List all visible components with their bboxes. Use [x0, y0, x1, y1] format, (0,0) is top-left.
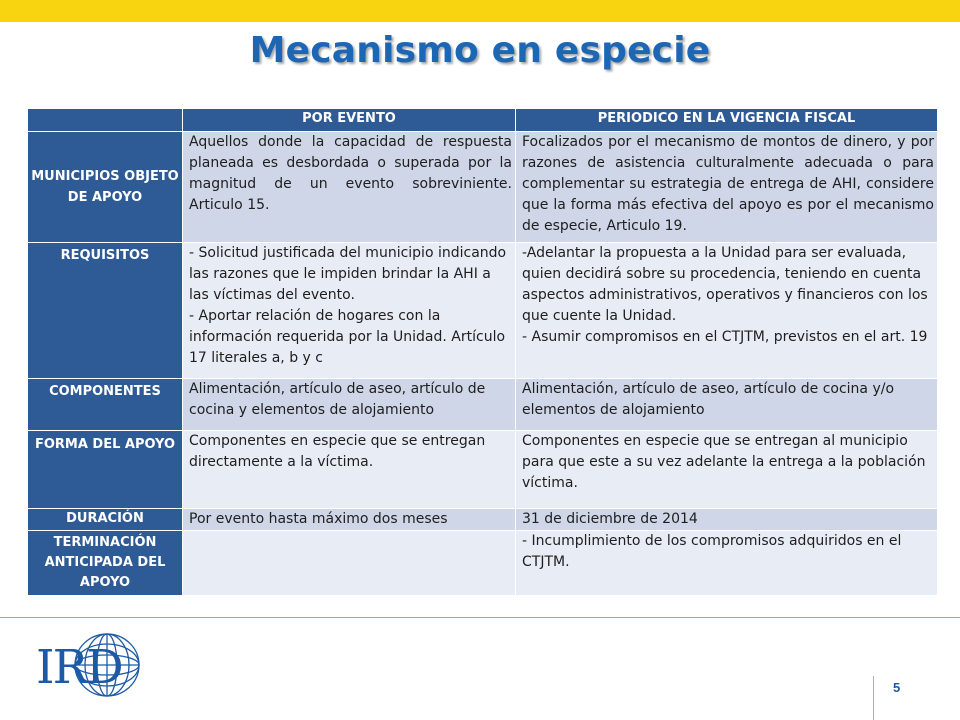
- requisito-item: - Asumir compromisos en el CTJTM, previstos en el art. 19: [522, 329, 928, 345]
- cell-forma-periodico: Componentes en especie que se entregan al municipio para que este a su vez adelante la entrega a la población víctima.: [516, 431, 938, 509]
- top-accent-bar: [0, 0, 960, 22]
- header-periodico: PERIODICO EN LA VIGENCIA FISCAL: [516, 109, 938, 132]
- table-row: [28, 132, 938, 243]
- row-label-requisitos: REQUISITOS: [28, 243, 183, 379]
- comparison-table: [27, 108, 938, 596]
- page-number: 5: [893, 680, 901, 695]
- row-label-forma-apoyo: FORMA DEL APOYO: [28, 431, 183, 509]
- table-row: [28, 509, 938, 531]
- cell-componentes-periodico: Alimentación, artículo de aseo, artículo de cocina y/o elementos de alojamiento: [516, 379, 938, 431]
- cell-forma-evento: Componentes en especie que se entregan directamente a la víctima.: [183, 431, 516, 509]
- cell-text: Aquellos donde la capacidad de respuesta planeada es desbordada o superada por la magnitud de un evento sobreviniente. Articulo 15.: [189, 134, 512, 213]
- cell-terminacion-evento: [183, 531, 516, 596]
- header-por-evento: POR EVENTO: [183, 109, 516, 132]
- requisito-item: -Adelantar la propuesta a la Unidad para ser evaluada, quien decidirá sobre su procedencia, teniendo en cuenta aspectos administrativos, operativos y financieros con los que cuente la Unidad.: [522, 245, 928, 324]
- row-label-duracion: DURACIÓN: [28, 509, 183, 531]
- cell-componentes-evento: Alimentación, artículo de aseo, artículo de cocina y elementos de alojamiento: [183, 379, 516, 431]
- table-row: [28, 431, 938, 509]
- cell-duracion-evento: Por evento hasta máximo dos meses: [183, 509, 516, 531]
- requisito-item: - Aportar relación de hogares con la información requerida por la Unidad. Artículo 17 literales a, b y c: [189, 308, 506, 366]
- cell-requisitos-evento: [183, 243, 516, 379]
- row-label-terminacion: TERMINACIÓN ANTICIPADA DEL APOYO: [28, 531, 183, 596]
- cell-requisitos-periodico: [516, 243, 938, 379]
- table-row: [28, 531, 938, 596]
- row-label-municipios: MUNICIPIOS OBJETO DE APOYO: [28, 132, 183, 243]
- header-corner-cell: [28, 109, 183, 132]
- table-row: [28, 243, 938, 379]
- table-header-row: [28, 109, 938, 132]
- slide-title: Mecanismo en especie: [249, 30, 711, 71]
- requisito-item: - Solicitud justificada del municipio indicando las razones que le impiden brindar la AHI a las víctimas del evento.: [189, 245, 507, 303]
- row-label-componentes: COMPONENTES: [28, 379, 183, 431]
- cell-municipios-evento: [183, 132, 516, 243]
- footer-divider-line: [0, 617, 960, 618]
- cell-municipios-periodico: Focalizados por el mecanismo de montos de dinero, y por razones de asistencia culturalmente adecuada o para complementar su estrategia de entrega de AHI, considere que la forma más efectiva del apoyo es por el mecanismo de especie, Articulo 19.: [516, 132, 938, 243]
- page-number-divider: [873, 676, 874, 720]
- ird-logo-text: IRD: [36, 640, 122, 695]
- cell-terminacion-periodico: - Incumplimiento de los compromisos adquiridos en el CTJTM.: [516, 531, 938, 596]
- cell-duracion-periodico: 31 de diciembre de 2014: [516, 509, 938, 531]
- table-row: [28, 379, 938, 431]
